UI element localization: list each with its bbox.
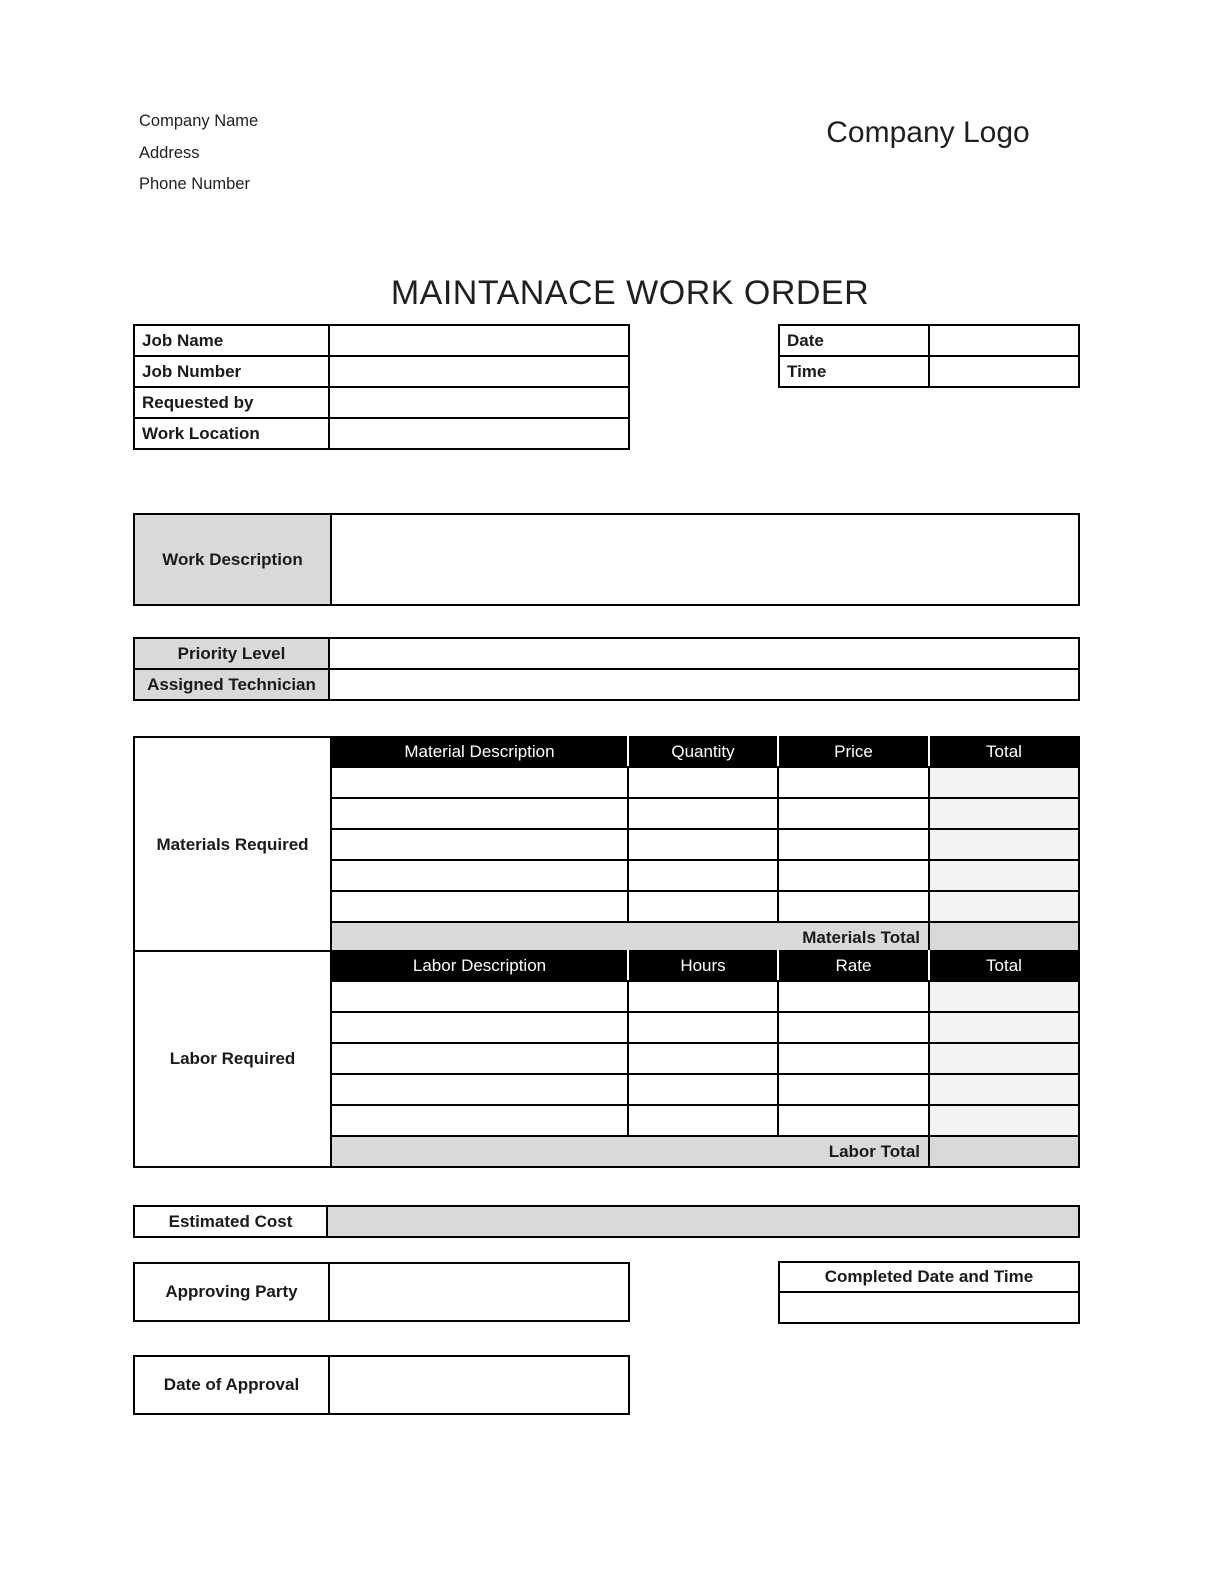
labor-rate-cell[interactable]: [778, 1043, 929, 1074]
work-description-input[interactable]: [331, 514, 1079, 605]
material-price-cell[interactable]: [778, 860, 929, 891]
material-quantity-cell[interactable]: [628, 829, 778, 860]
table-row: [134, 669, 1079, 700]
materials-total-label: Materials Total: [331, 922, 929, 953]
table-row: [134, 325, 629, 356]
labor-hours-cell[interactable]: [628, 1012, 778, 1043]
labor-header-row: [134, 951, 1079, 981]
approving-party-input[interactable]: [329, 1263, 629, 1321]
materials-table: [133, 736, 1080, 954]
table-row: [779, 356, 1079, 387]
table-row: [134, 514, 1079, 605]
work-location-input[interactable]: [329, 418, 629, 449]
table-row: [134, 387, 629, 418]
table-row: [134, 638, 1079, 669]
material-total-cell[interactable]: [929, 891, 1079, 922]
requested-by-label: Requested by: [134, 387, 329, 418]
labor-col-rate: Rate: [778, 951, 929, 981]
priority-level-label: Priority Level: [134, 638, 329, 669]
work-description-table: [133, 513, 1080, 606]
labor-rate-cell[interactable]: [778, 1105, 929, 1136]
material-price-cell[interactable]: [778, 798, 929, 829]
time-label: Time: [779, 356, 929, 387]
company-name-text: Company Name: [139, 112, 259, 130]
work-description-label: Work Description: [134, 514, 331, 605]
material-description-cell[interactable]: [331, 767, 628, 798]
table-row: [779, 1262, 1079, 1292]
approving-party-table: [133, 1262, 630, 1322]
date-of-approval-table: [133, 1355, 630, 1415]
assigned-technician-input[interactable]: [329, 669, 1079, 700]
materials-col-quantity: Quantity: [628, 737, 778, 767]
work-location-label: Work Location: [134, 418, 329, 449]
labor-total-cell[interactable]: [929, 1012, 1079, 1043]
material-quantity-cell[interactable]: [628, 891, 778, 922]
labor-total-label: Labor Total: [331, 1136, 929, 1167]
material-quantity-cell[interactable]: [628, 860, 778, 891]
approving-party-label: Approving Party: [134, 1263, 329, 1321]
labor-total-value-cell[interactable]: [929, 1136, 1079, 1167]
labor-total-cell[interactable]: [929, 1105, 1079, 1136]
labor-description-cell[interactable]: [331, 981, 628, 1012]
material-total-cell[interactable]: [929, 860, 1079, 891]
estimated-cost-table: [133, 1205, 1080, 1238]
labor-total-cell[interactable]: [929, 1074, 1079, 1105]
table-row: [134, 356, 629, 387]
material-description-cell[interactable]: [331, 829, 628, 860]
completed-date-time-label: Completed Date and Time: [779, 1262, 1079, 1292]
material-price-cell[interactable]: [778, 891, 929, 922]
material-description-cell[interactable]: [331, 798, 628, 829]
material-total-cell[interactable]: [929, 767, 1079, 798]
materials-col-price: Price: [778, 737, 929, 767]
company-address-text: Address: [139, 143, 200, 162]
estimated-cost-input[interactable]: [327, 1206, 1079, 1237]
labor-table: [133, 950, 1080, 1168]
labor-hours-cell[interactable]: [628, 981, 778, 1012]
material-quantity-cell[interactable]: [628, 798, 778, 829]
requested-by-input[interactable]: [329, 387, 629, 418]
labor-col-total: Total: [929, 951, 1079, 981]
estimated-cost-label: Estimated Cost: [134, 1206, 327, 1237]
material-total-cell[interactable]: [929, 798, 1079, 829]
completed-date-time-table: [778, 1261, 1080, 1324]
table-row: [779, 1292, 1079, 1323]
job-number-label: Job Number: [134, 356, 329, 387]
labor-description-cell[interactable]: [331, 1074, 628, 1105]
labor-total-cell[interactable]: [929, 981, 1079, 1012]
job-name-input[interactable]: [329, 325, 629, 356]
labor-total-cell[interactable]: [929, 1043, 1079, 1074]
job-name-label: Job Name: [134, 325, 329, 356]
date-time-table: [778, 324, 1080, 388]
table-row: [134, 1356, 629, 1414]
labor-description-cell[interactable]: [331, 1043, 628, 1074]
material-description-cell[interactable]: [331, 860, 628, 891]
labor-rate-cell[interactable]: [778, 1012, 929, 1043]
company-phone-text: Phone Number: [139, 175, 250, 193]
materials-section-label: Materials Required: [134, 737, 331, 953]
labor-col-description: Labor Description: [331, 951, 628, 981]
labor-rate-cell[interactable]: [778, 981, 929, 1012]
company-info-block: [139, 106, 258, 201]
material-price-cell[interactable]: [778, 767, 929, 798]
date-of-approval-input[interactable]: [329, 1356, 629, 1414]
date-input[interactable]: [929, 325, 1079, 356]
priority-level-input[interactable]: [329, 638, 1079, 669]
labor-hours-cell[interactable]: [628, 1074, 778, 1105]
company-logo-text: Company Logo: [826, 116, 1030, 149]
labor-hours-cell[interactable]: [628, 1043, 778, 1074]
material-description-cell[interactable]: [331, 891, 628, 922]
materials-header-row: [134, 737, 1079, 767]
table-row: [134, 1206, 1079, 1237]
materials-col-description: Material Description: [331, 737, 628, 767]
time-input[interactable]: [929, 356, 1079, 387]
labor-rate-cell[interactable]: [778, 1074, 929, 1105]
labor-section-label: Labor Required: [134, 951, 331, 1167]
date-label: Date: [779, 325, 929, 356]
table-row: [134, 1263, 629, 1321]
labor-col-hours: Hours: [628, 951, 778, 981]
table-row: [779, 325, 1079, 356]
labor-description-cell[interactable]: [331, 1012, 628, 1043]
assigned-technician-label: Assigned Technician: [134, 669, 329, 700]
priority-table: [133, 637, 1080, 701]
material-total-cell[interactable]: [929, 829, 1079, 860]
job-number-input[interactable]: [329, 356, 629, 387]
table-row: [134, 418, 629, 449]
material-price-cell[interactable]: [778, 829, 929, 860]
labor-description-cell[interactable]: [331, 1105, 628, 1136]
completed-date-time-input[interactable]: [779, 1292, 1079, 1323]
materials-total-value-cell[interactable]: [929, 922, 1079, 953]
job-info-table: [133, 324, 630, 450]
date-of-approval-label: Date of Approval: [134, 1356, 329, 1414]
materials-col-total: Total: [929, 737, 1079, 767]
page-title: MAINTANACE WORK ORDER: [390, 274, 870, 312]
labor-hours-cell[interactable]: [628, 1105, 778, 1136]
material-quantity-cell[interactable]: [628, 767, 778, 798]
